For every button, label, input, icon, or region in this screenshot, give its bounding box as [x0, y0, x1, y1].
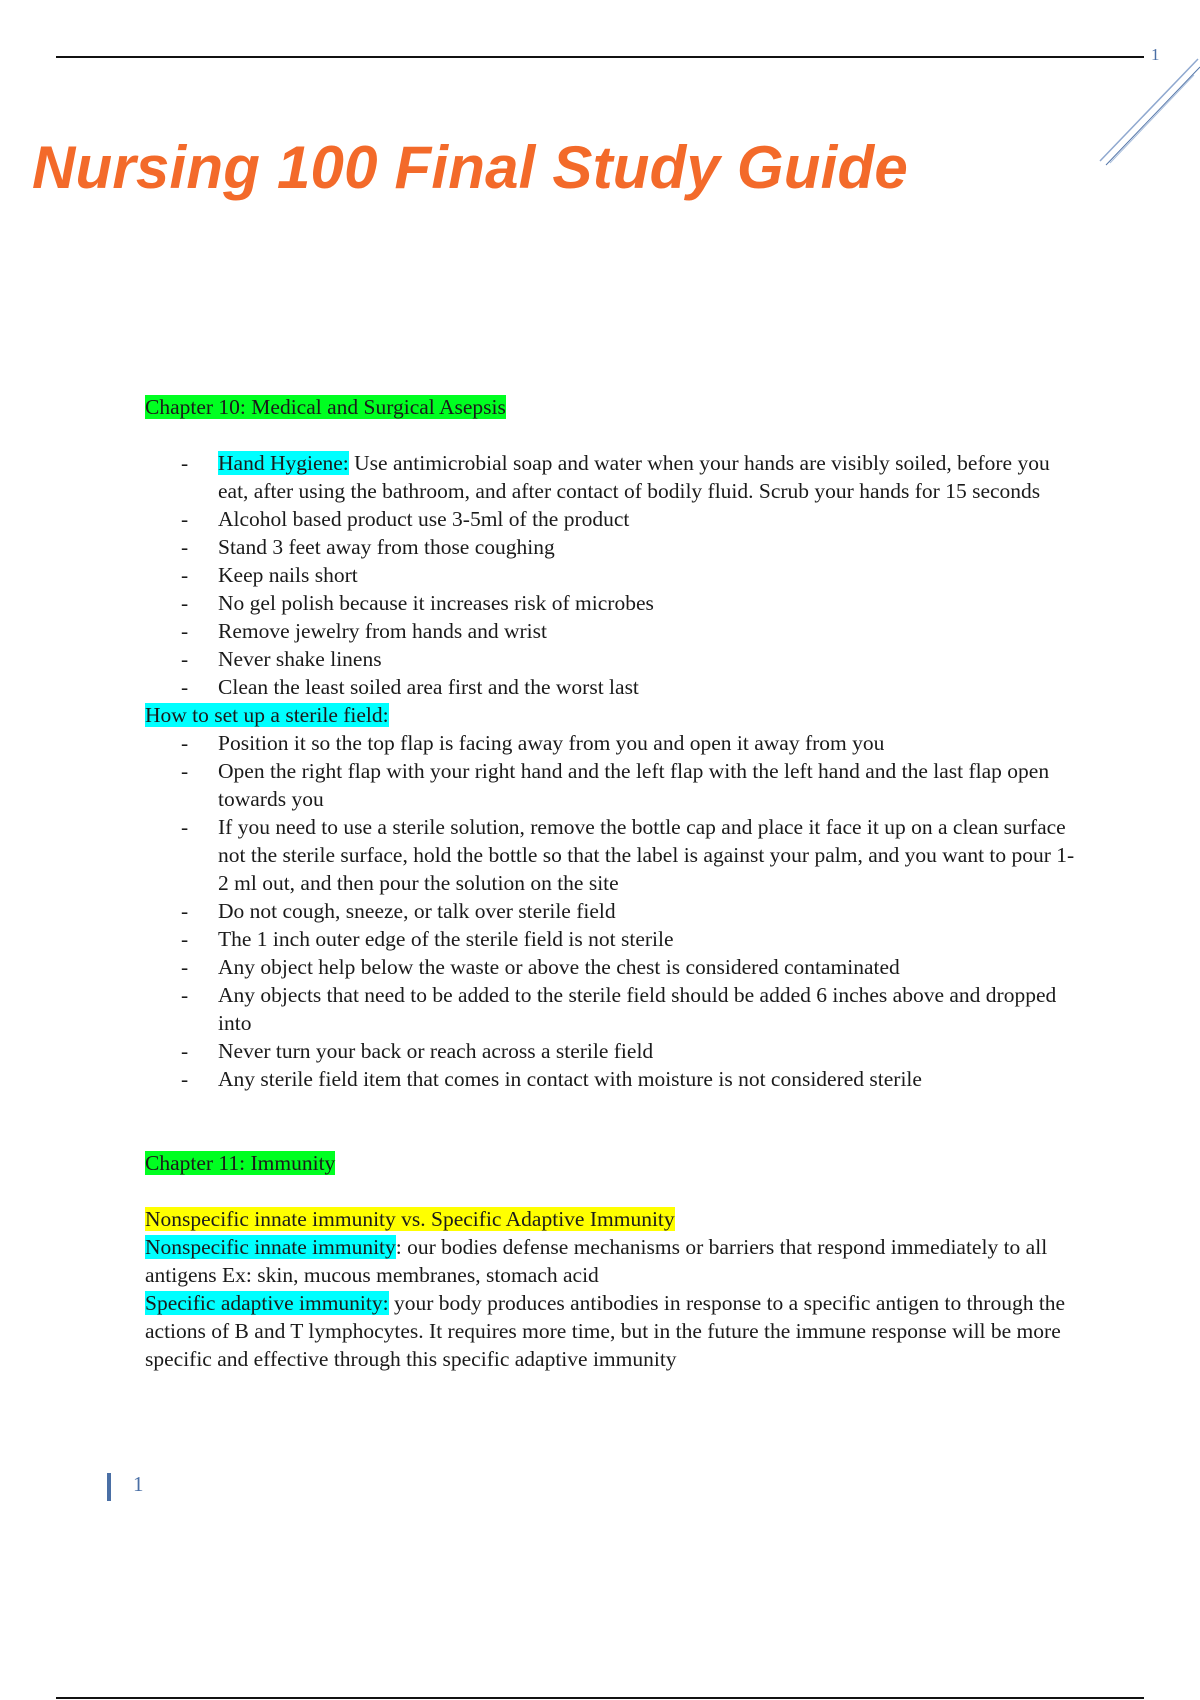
list-item: - Any sterile field item that comes in contact with moisture is not considered sterile	[145, 1065, 1080, 1093]
sterile-field-heading-text: How to set up a sterile field:	[145, 703, 389, 727]
nonspecific-immunity-term: Nonspecific innate immunity	[145, 1235, 396, 1259]
list-item: - Keep nails short	[145, 561, 1080, 589]
header-rule	[56, 56, 1144, 58]
immunity-comparison-heading	[145, 1205, 1080, 1233]
sterile-field-heading	[145, 701, 1080, 729]
chapter-10-heading-text: Chapter 10: Medical and Surgical Asepsis	[145, 395, 506, 419]
chapter-11-heading-text: Chapter 11: Immunity	[145, 1151, 336, 1175]
hand-hygiene-item	[145, 449, 1080, 505]
list-item: - If you need to use a sterile solution, remove the bottle cap and place it face it up on a clean surface not the sterile surface, hold the bottle so that the label is against your palm, and you want to pour 1-2 ml out, and then pour the solution on the site	[145, 813, 1080, 897]
specific-immunity-term: Specific adaptive immunity:	[145, 1291, 389, 1315]
list-item: - Position it so the top flap is facing away from you and open it away from you	[145, 729, 1080, 757]
specific-immunity-text: your body produces antibodies in response to a specific antigen to through the actions of B and T lymphocytes. It requires more time, but in the future the immune response will be more specific and effective through this specific adaptive immunity	[145, 1291, 1066, 1371]
chapter-10-bullet-list	[145, 449, 1080, 701]
list-item: - Do not cough, sneeze, or talk over sterile field	[145, 897, 1080, 925]
list-item: - Never turn your back or reach across a sterile field	[145, 1037, 1080, 1065]
chapter-11-heading	[145, 1149, 1080, 1177]
immunity-comparison-heading-text: Nonspecific innate immunity vs. Specific Adaptive Immunity	[145, 1207, 675, 1231]
list-item: - Any object help below the waste or above the chest is considered contaminated	[145, 953, 1080, 981]
list-item: - Stand 3 feet away from those coughing	[145, 533, 1080, 561]
nonspecific-immunity-text: : our bodies defense mechanisms or barriers that respond immediately to all antigens Ex: skin, mucous membranes, stomach acid	[145, 1235, 1048, 1287]
header-page-number: 1	[1151, 45, 1160, 64]
footer-rule	[56, 1697, 1144, 1699]
list-item: - Alcohol based product use 3-5ml of the product	[145, 505, 1080, 533]
sterile-field-bullet-list	[145, 729, 1080, 1093]
list-item: - Any objects that need to be added to the sterile field should be added 6 inches above and dropped into	[145, 981, 1080, 1037]
list-item: - No gel polish because it increases risk of microbes	[145, 589, 1080, 617]
list-item: - Open the right flap with your right hand and the left flap with the left hand and the last flap open towards you	[145, 757, 1080, 813]
corner-decoration	[1090, 55, 1200, 175]
specific-immunity-paragraph	[145, 1289, 1080, 1373]
list-item: - Remove jewelry from hands and wrist	[145, 617, 1080, 645]
document-body	[145, 393, 1080, 1373]
hand-hygiene-term: Hand Hygiene:	[218, 451, 349, 475]
page-title: Nursing 100 Final Study Guide	[32, 134, 908, 201]
footer-page-number: 1	[133, 1472, 144, 1496]
page-marker-bar	[107, 1473, 111, 1501]
hand-hygiene-text: Use antimicrobial soap and water when your hands are visibly soiled, before you eat, after using the bathroom, and after contact of bodily fluid. Scrub your hands for 15 seconds	[218, 451, 1050, 503]
list-item: - The 1 inch outer edge of the sterile field is not sterile	[145, 925, 1080, 953]
chapter-10-heading	[145, 393, 1080, 421]
nonspecific-immunity-paragraph	[145, 1233, 1080, 1289]
list-item: - Never shake linens	[145, 645, 1080, 673]
list-item: - Clean the least soiled area first and the worst last	[145, 673, 1080, 701]
